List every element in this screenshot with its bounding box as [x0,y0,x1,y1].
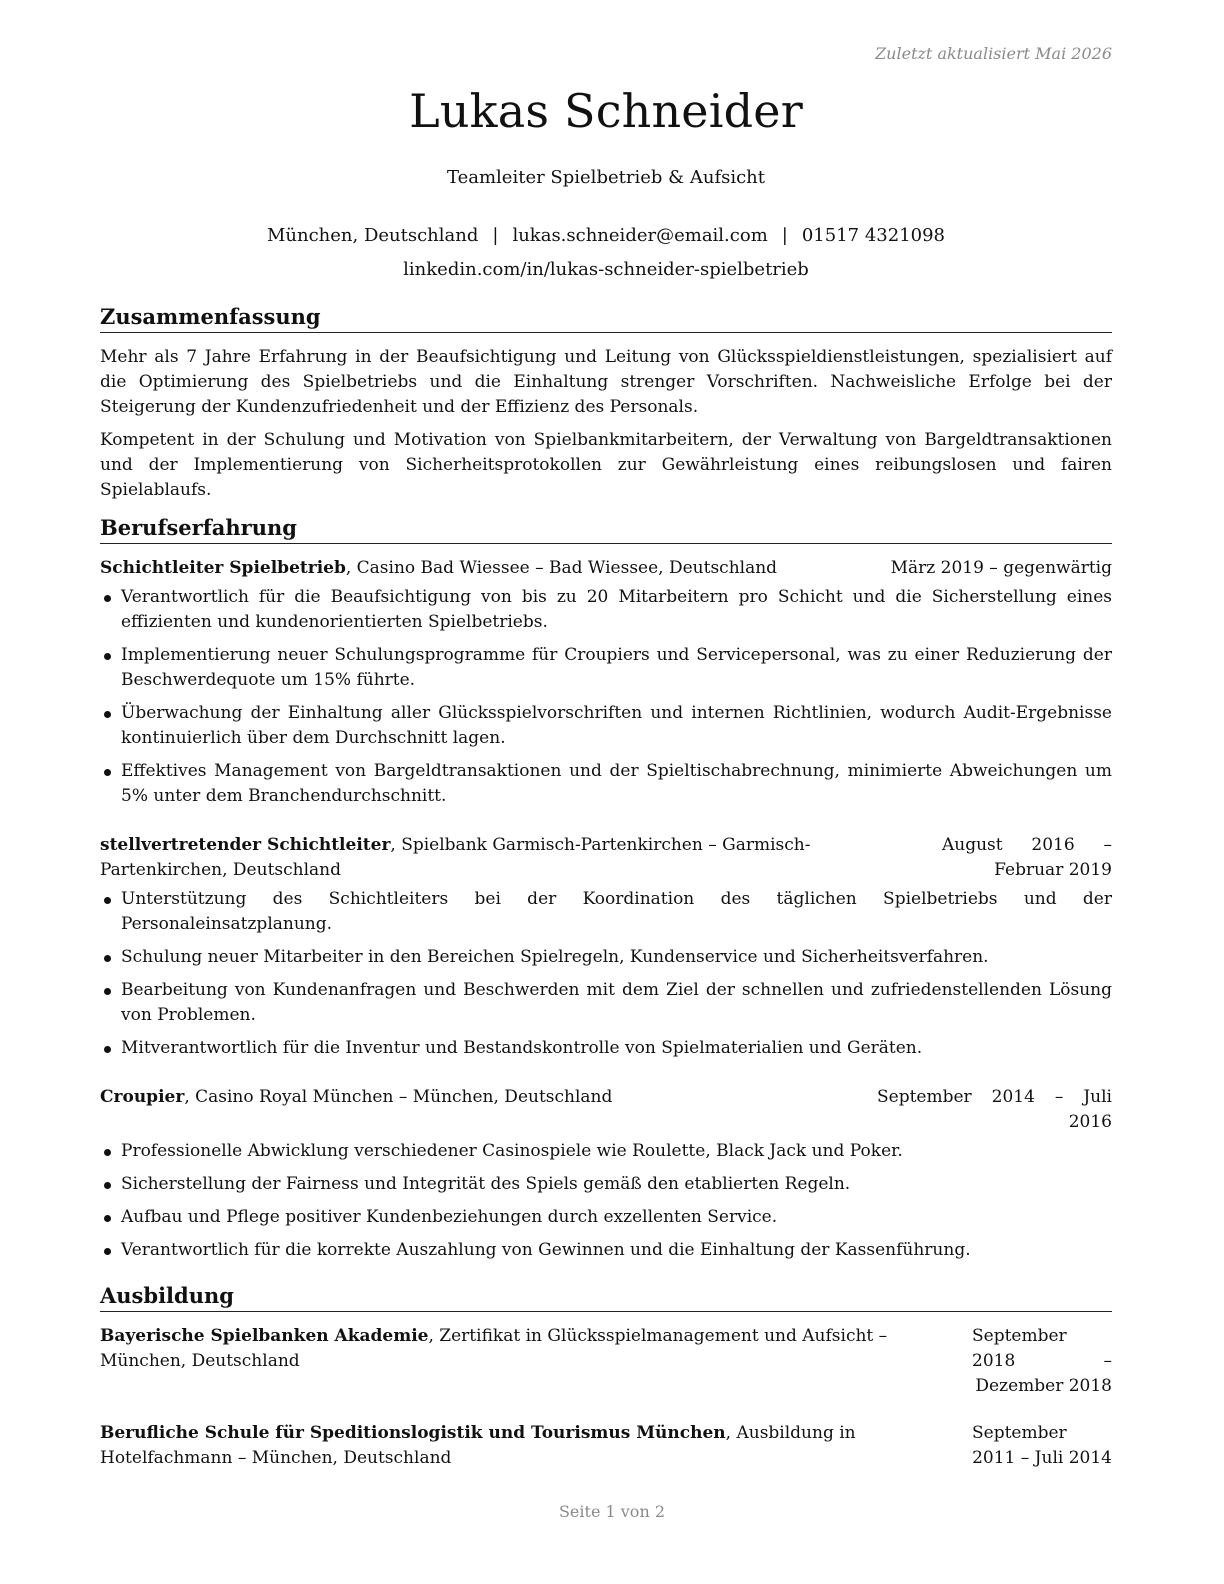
job-role-employer [100,556,883,581]
bullet-item: Mitverantwortlich für die Inventur und Bestandskontrolle von Spielmaterialien und Geräten. [100,1036,1112,1061]
education-entry [100,1421,1112,1471]
job-dates: August 2016 – Februar 2019 [942,835,1112,880]
contact-separator: | [781,225,788,246]
section-heading-summary: Zusammenfassung [100,304,1112,333]
education-header [100,1324,1112,1399]
job-dates: März 2019 – gegenwärtig [890,558,1112,578]
contact-email[interactable]: lukas.schneider@email.com [512,225,768,246]
job-dates: September 2014 – Juli 2016 [877,1087,1112,1132]
job-role: stellvertretender Schichtleiter [100,835,391,855]
last-updated-note: Zuletzt aktualisiert Mai 2026 [875,44,1112,63]
bullet-item: Implementierung neuer Schulungsprogramme für Croupiers und Servicepersonal, was zu einer Reduzierung der Beschwerdequote um 15% führte. [100,643,1112,693]
bullet-item: Sicherstellung der Fairness und Integrität des Spiels gemäß den etablierten Regeln. [100,1172,1112,1197]
job-employer: , Spielbank Garmisch-Partenkirchen – Garmisch-Partenkirchen, Deutschland [100,835,811,880]
page-number: Seite 1 von 2 [558,1502,666,1521]
education-detail: , Zertifikat in Glücksspielmanagement und Aufsicht – München, Deutschland [100,1326,888,1371]
person-name: Lukas Schneider [409,84,803,138]
bullet-item: Verantwortlich für die korrekte Auszahlung von Gewinnen und die Einhaltung der Kassenführung. [100,1238,1112,1263]
contact-phone[interactable]: 01517 4321098 [801,225,946,246]
job-role-employer [100,1085,869,1110]
bullet-item: Schulung neuer Mitarbeiter in den Bereichen Spielregeln, Kundenservice und Sicherheitsverfahren. [100,945,1112,970]
bullet-item: Effektives Management von Bargeldtransaktionen und der Spieltischabrechnung, minimierte Abweichungen um 5% unter dem Branchendurchschnitt. [100,759,1112,809]
job-role: Croupier [100,1087,185,1107]
section-heading-education: Ausbildung [100,1283,1112,1312]
contact-separator: | [492,225,499,246]
contact-block [100,219,1112,287]
job-bullets [100,585,1112,809]
contact-linkedin[interactable]: linkedin.com/in/lukas-schneider-spielbetrieb [403,259,809,280]
job-bullets [100,1139,1112,1263]
section-heading-experience: Berufserfahrung [100,515,1112,544]
summary-paragraph: Mehr als 7 Jahre Erfahrung in der Beaufsichtigung und Leitung von Glücksspieldienstleistungen, spezialisiert auf die Optimierung des Spielbetriebs und die Einhaltung strenger Vorschriften. Nachweisliche Erfolge bei der Steigerung der Kundenzufriedenheit und der Effizienz des Personals. [100,347,1112,417]
education-dates: September 2018 – Dezember 2018 [972,1326,1112,1396]
summary-section [100,304,1112,503]
education-header [100,1421,1112,1471]
job-employer: , Casino Bad Wiessee – Bad Wiessee, Deutschland [345,558,778,578]
education-school-detail [100,1421,964,1471]
resume-content [100,304,1112,1491]
job-entry [100,556,1112,809]
bullet-item: Aufbau und Pflege positiver Kundenbeziehungen durch exzellenten Service. [100,1205,1112,1230]
education-detail: , Ausbildung in Hotelfachmann – München, Deutschland [100,1423,856,1468]
job-employer: , Casino Royal München – München, Deutschland [184,1087,613,1107]
bullet-item: Verantwortlich für die Beaufsichtigung von bis zu 20 Mitarbeitern pro Schicht und die Sicherstellung eines effizienten und kundenorientierten Spielbetriebs. [100,585,1112,635]
bullet-item: Unterstützung des Schichtleiters bei der Koordination des täglichen Spielbetriebs und der Personaleinsatzplanung. [100,887,1112,937]
job-role-employer [100,833,934,883]
job-header [100,556,1112,581]
experience-section [100,515,1112,1263]
bullet-item: Bearbeitung von Kundenanfragen und Beschwerden mit dem Ziel der schnellen und zufriedenstellenden Lösung von Problemen. [100,978,1112,1028]
job-bullets [100,887,1112,1061]
education-school-detail [100,1324,964,1374]
education-school: Bayerische Spielbanken Akademie [100,1326,429,1346]
bullet-item: Überwachung der Einhaltung aller Glücksspielvorschriften und internen Richtlinien, wodurch Audit-Ergebnisse kontinuierlich über dem Durchschnitt lagen. [100,701,1112,751]
job-role: Schichtleiter Spielbetrieb [100,558,346,578]
contact-location: München, Deutschland [266,225,479,246]
job-header [100,1085,1112,1135]
job-title: Teamleiter Spielbetrieb & Aufsicht [446,167,766,188]
education-school: Berufliche Schule für Speditionslogistik und Tourismus München [100,1423,726,1443]
education-entry [100,1324,1112,1399]
job-header [100,833,1112,883]
job-entry [100,833,1112,1061]
job-entry [100,1085,1112,1263]
summary-paragraph: Kompetent in der Schulung und Motivation von Spielbankmitarbeitern, der Verwaltung von Bargeldtransaktionen und der Implementierung von Sicherheitsprotokollen zur Gewährleistung eines reibungslosen und fairen Spielablaufs. [100,430,1112,500]
education-dates: September 2011 – Juli 2014 [972,1423,1112,1468]
bullet-item: Professionelle Abwicklung verschiedener Casinospiele wie Roulette, Black Jack und Poker. [100,1139,1112,1164]
education-section [100,1283,1112,1471]
contact-line [100,219,1112,253]
